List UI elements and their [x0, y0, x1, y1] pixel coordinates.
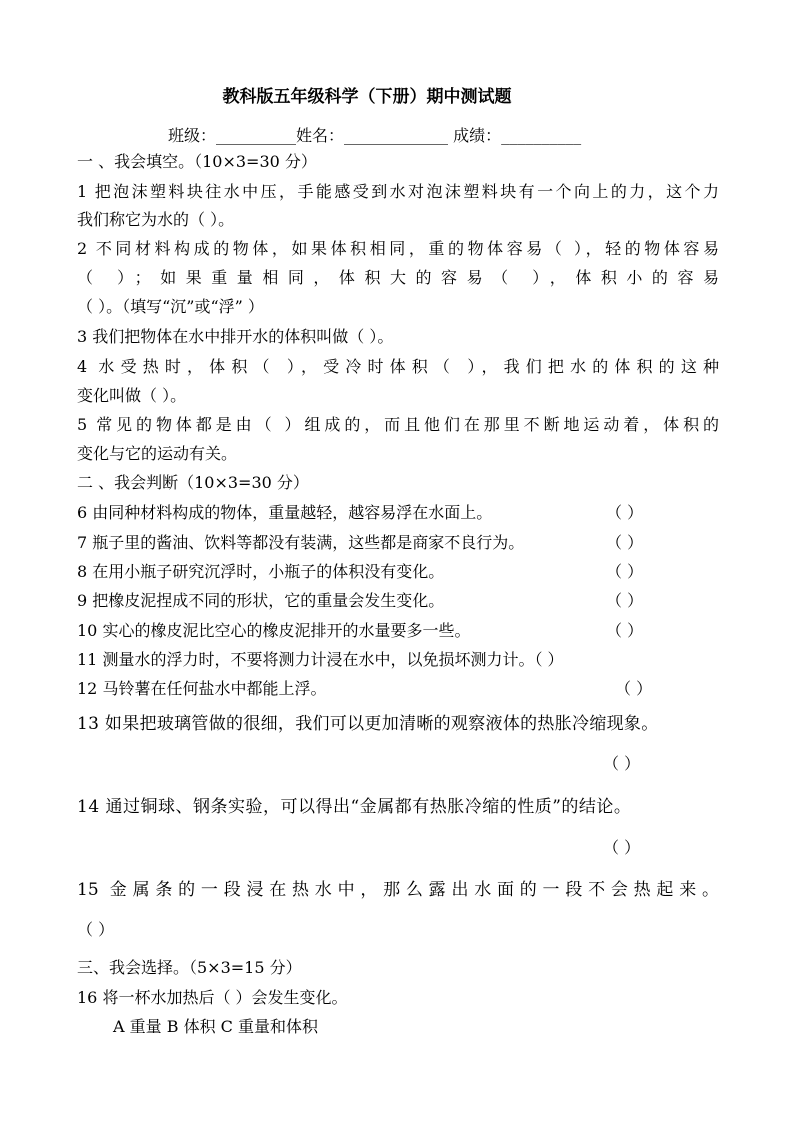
- section-1-heading: 一 、我会填空。（10×3=30 分）: [77, 152, 317, 171]
- answer-paren-13: （ ）: [603, 754, 641, 773]
- answer-paren-7: （ ）: [606, 533, 644, 552]
- question-16: 16 将一杯水加热后（ ）会发生变化。: [77, 988, 348, 1007]
- question-3: 3 我们把物体在水中排开水的体积叫做（ ）。: [77, 327, 394, 346]
- question-2-line-2: （ ）；如果重量相同，体积大的容易（ ），体积小的容易: [77, 268, 719, 287]
- answer-paren-6: （ ）: [606, 503, 644, 522]
- question-14: 14 通过铜球、钢条实验，可以得出“金属都有热胀冷缩的性质”的结论。: [77, 797, 632, 817]
- question-9: 9 把橡皮泥捏成不同的形状，它的重量会发生变化。: [77, 591, 445, 610]
- answer-paren-15: （ ）: [77, 920, 115, 939]
- question-5-line-2: 变化与它的运动有关。: [77, 444, 238, 463]
- question-15: 15 金属条的一段浸在热水中，那么露出水面的一段不会热起来。: [77, 880, 719, 900]
- question-2-line-3: （ ）。（填写“沉”或“浮” ）: [77, 297, 264, 316]
- section-3-heading: 三、我会选择。（5×3=15 分）: [77, 958, 302, 977]
- page-title: 教科版五年级科学（下册）期中测试题: [222, 87, 512, 107]
- question-4-line-1: 4 水受热时，体积（ ），受冷时体积（ ），我们把水的体积的这种: [77, 357, 719, 376]
- question-7: 7 瓶子里的酱油、饮料等都没有装满，这些都是商家不良行为。: [77, 533, 525, 552]
- question-1-line-2: 我们称它为水的（ ）。: [77, 210, 235, 229]
- question-16-options: A 重量 B 体积 C 重量和体积: [113, 1017, 318, 1036]
- question-12: 12 马铃薯在任何盐水中都能上浮。: [77, 679, 327, 698]
- answer-paren-12: （ ）: [615, 679, 653, 698]
- question-6: 6 由同种材料构成的物体，重量越轻，越容易浮在水面上。: [77, 503, 493, 522]
- section-2-heading: 二 、我会判断（10×3=30 分）: [77, 473, 309, 492]
- question-1-line-1: 1 把泡沫塑料块往水中压，手能感受到水对泡沫塑料块有一个向上的力，这个力: [77, 182, 719, 201]
- question-8: 8 在用小瓶子研究沉浮时，小瓶子的体积没有变化。: [77, 562, 445, 581]
- student-info-line: 班级：__________姓名：_____________ 成绩：__________: [168, 126, 582, 145]
- answer-paren-14: （ ）: [603, 838, 641, 857]
- answer-paren-9: （ ）: [606, 591, 644, 610]
- question-13: 13 如果把玻璃管做的很细，我们可以更加清晰的观察液体的热胀冷缩现象。: [77, 714, 659, 734]
- question-2-line-1: 2 不同材料构成的物体，如果体积相同，重的物体容易（ ），轻的物体容易: [77, 239, 719, 258]
- question-4-line-2: 变化叫做（ ）。: [77, 386, 187, 405]
- question-11: 11 测量水的浮力时，不要将测力计浸在水中，以免损坏测力计。（ ）: [77, 650, 564, 669]
- answer-paren-8: （ ）: [606, 562, 644, 581]
- question-10: 10 实心的橡皮泥比空心的橡皮泥排开的水量要多一些。: [77, 621, 471, 640]
- question-5-line-1: 5 常见的物体都是由（ ）组成的，而且他们在那里不断地运动着，体积的: [77, 415, 719, 434]
- answer-paren-10: （ ）: [606, 621, 644, 640]
